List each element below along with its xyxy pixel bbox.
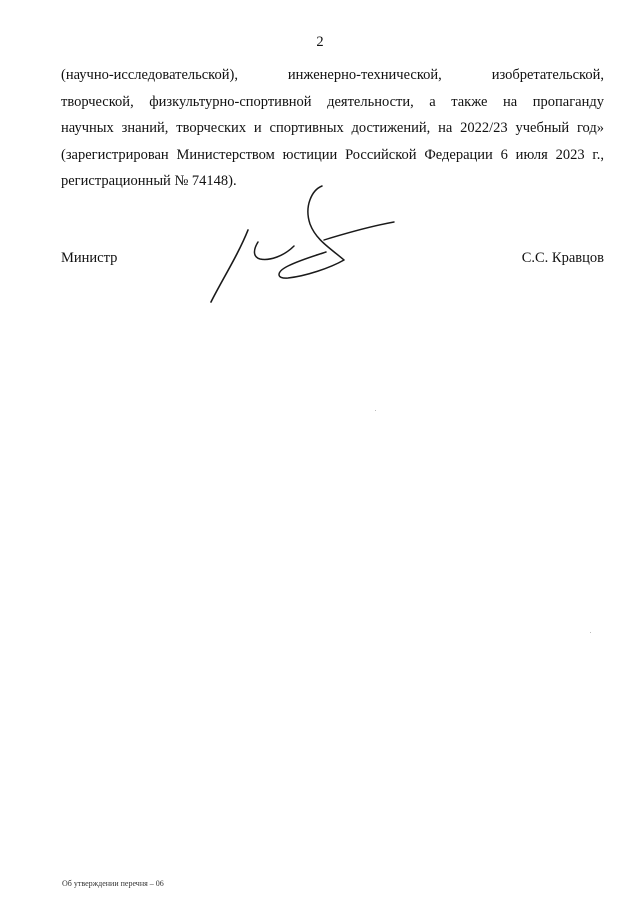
signature-stroke-2 — [254, 242, 294, 259]
page-number: 2 — [316, 34, 324, 50]
body-line-2: творческой, физкультурно-спортивной деятельности, а также на пропаганду — [61, 93, 604, 110]
signature-stroke-1 — [211, 230, 248, 302]
handwritten-signature — [200, 180, 410, 310]
scan-speck — [590, 632, 591, 633]
body-line-1-part-3: изобретательской, — [491, 67, 604, 83]
footer-note: Об утверждении перечня – 06 — [62, 879, 164, 888]
body-line-4: (зарегистрирован Министерством юстиции Российской Федерации 6 июля 2023 г., — [61, 146, 604, 163]
body-line-1-part-1: (научно-исследовательской), — [61, 67, 238, 83]
signatory-title: Министр — [61, 250, 118, 266]
signatory-name: С.С. Кравцов — [521, 250, 604, 266]
body-line-5: регистрационный № 74148). — [61, 173, 237, 189]
body-line-1 — [61, 62, 604, 89]
signature-stroke-3 — [279, 186, 344, 278]
scan-speck — [375, 410, 376, 411]
signature-stroke-4 — [324, 222, 394, 240]
body-line-3: научных знаний, творческих и спортивных достижений, на 2022/23 учебный год» — [61, 120, 604, 136]
body-line-1-part-2: инженерно-технической, — [287, 67, 442, 83]
